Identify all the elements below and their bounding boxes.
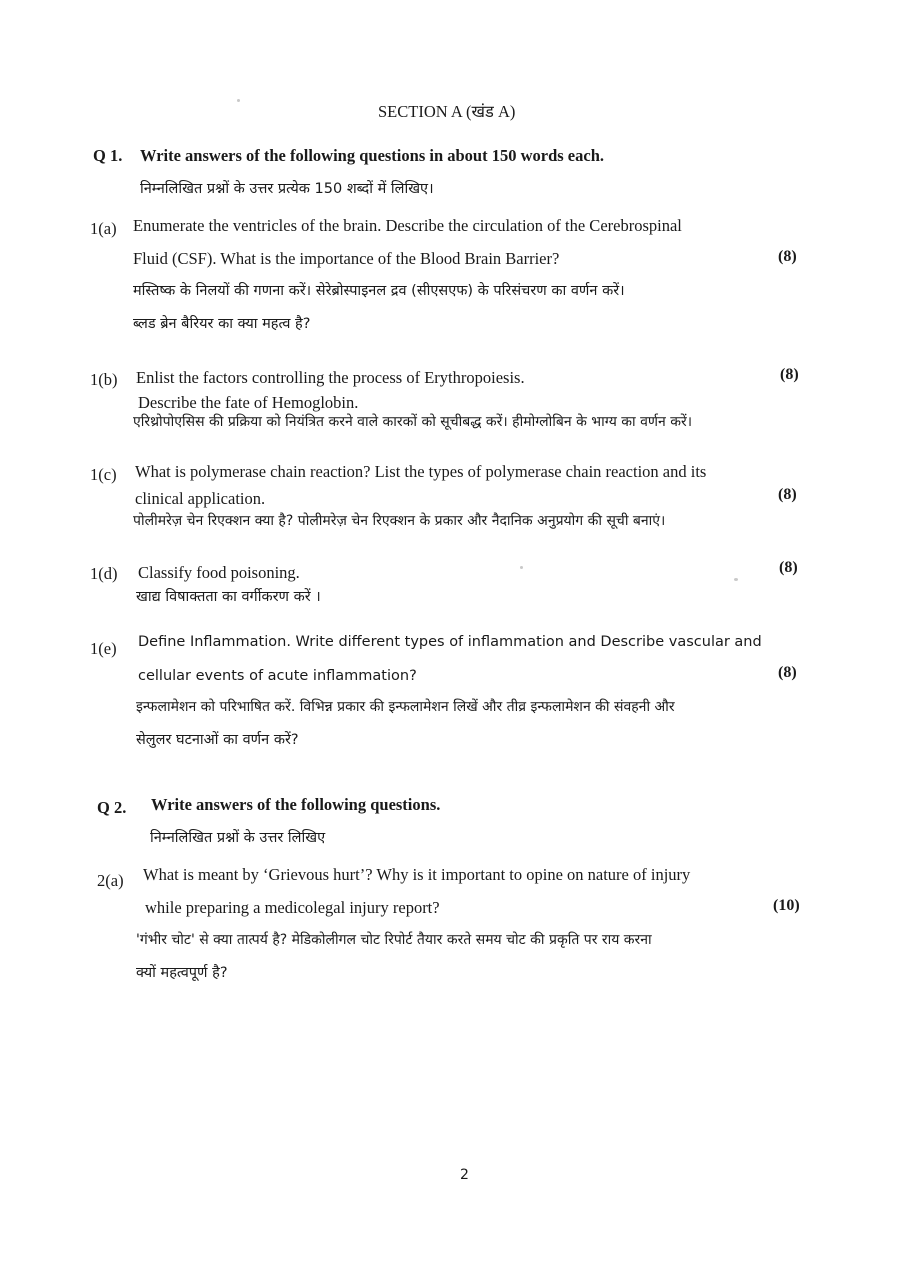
q2a-en-line1: What is meant by ‘Grievous hurt’? Why is it important to opine on nature of injury xyxy=(143,865,691,884)
q2-instruction-en: Write answers of the following questions. xyxy=(151,795,441,814)
q2a-en-line2: while preparing a medicolegal injury report? xyxy=(145,898,440,917)
scan-speck xyxy=(734,578,738,581)
section-title: SECTION A (खंड A) xyxy=(378,102,516,121)
q2-instruction-hi: निम्नलिखित प्रश्नों के उत्तर लिखिए xyxy=(150,830,326,846)
q1b-marks: (8) xyxy=(780,366,799,383)
q1-number: Q 1. xyxy=(93,146,123,165)
q2a-label: 2(a) xyxy=(97,871,124,890)
q1a-marks: (8) xyxy=(778,248,797,265)
q1e-en-line1: Define Inflammation. Write different types of inflammation and Describe vascular and xyxy=(138,634,762,650)
scan-speck xyxy=(237,99,240,102)
q1a-hi-line1: मस्तिष्क के निलयों की गणना करें। सेरेब्रोस्पाइनल द्रव (सीएसएफ) के परिसंचरण का वर्णन करें। xyxy=(133,283,625,299)
q1d-label: 1(d) xyxy=(90,564,118,583)
q1c-label: 1(c) xyxy=(90,465,117,484)
q1d-hi-line1: खाद्य विषाक्तता का वर्गीकरण करें । xyxy=(136,589,321,605)
q1e-marks: (8) xyxy=(778,664,797,681)
q2a-marks: (10) xyxy=(773,897,800,914)
q2-number: Q 2. xyxy=(97,798,127,817)
q1e-en-line2: cellular events of acute inflammation? xyxy=(138,668,417,684)
q2a-hi-line2: क्यों महत्वपूर्ण है? xyxy=(136,965,228,981)
q1b-label: 1(b) xyxy=(90,370,118,389)
q1b-en-line2: Describe the fate of Hemoglobin. xyxy=(138,393,359,412)
q1c-en-line2: clinical application. xyxy=(135,489,266,508)
q1a-en-line2: Fluid (CSF). What is the importance of the Blood Brain Barrier? xyxy=(133,249,560,268)
q1e-label: 1(e) xyxy=(90,639,117,658)
q1a-en-line1: Enumerate the ventricles of the brain. Describe the circulation of the Cerebrospinal xyxy=(133,216,682,235)
q2a-hi-line1: 'गंभीर चोट' से क्या तात्पर्य है? मेडिकोलीगल चोट रिपोर्ट तैयार करते समय चोट की प्रकृति पर राय करना xyxy=(136,932,652,948)
q1c-en-line1: What is polymerase chain reaction? List the types of polymerase chain reaction and its xyxy=(135,462,707,481)
scan-speck xyxy=(520,566,523,569)
q1c-hi-line1: पोलीमरेज़ चेन रिएक्शन क्या है? पोलीमरेज़ चेन रिएक्शन के प्रकार और नैदानिक अनुप्रयोग की सूची बनाएं। xyxy=(133,513,666,529)
q1a-hi-line2: ब्लड ब्रेन बैरियर का क्या महत्व है? xyxy=(133,316,311,332)
q1b-en-line1: Enlist the factors controlling the process of Erythropoiesis. xyxy=(136,368,525,387)
q1-instruction-en: Write answers of the following questions in about 150 words each. xyxy=(140,146,605,165)
q1b-hi-line1: एरिथ्रोपोएसिस की प्रक्रिया को नियंत्रित करने वाले कारकों को सूचीबद्ध करें। हीमोग्लोबिन के भाग्य का वर्णन करें। xyxy=(133,414,693,430)
q1-instruction-hi: निम्नलिखित प्रश्नों के उत्तर प्रत्येक 150 शब्दों में लिखिए। xyxy=(140,181,434,197)
q1d-marks: (8) xyxy=(779,559,798,576)
q1c-marks: (8) xyxy=(778,486,797,503)
q1a-label: 1(a) xyxy=(90,219,117,238)
q1d-en-line1: Classify food poisoning. xyxy=(138,563,300,582)
page-number: 2 xyxy=(460,1167,469,1183)
q1e-hi-line2: सेलुलर घटनाओं का वर्णन करें? xyxy=(136,732,299,748)
q1e-hi-line1: इन्फलामेशन को परिभाषित करें. विभिन्न प्रकार की इन्फलामेशन लिखें और तीव्र इन्फलामेशन की संवहनी और xyxy=(136,699,675,715)
